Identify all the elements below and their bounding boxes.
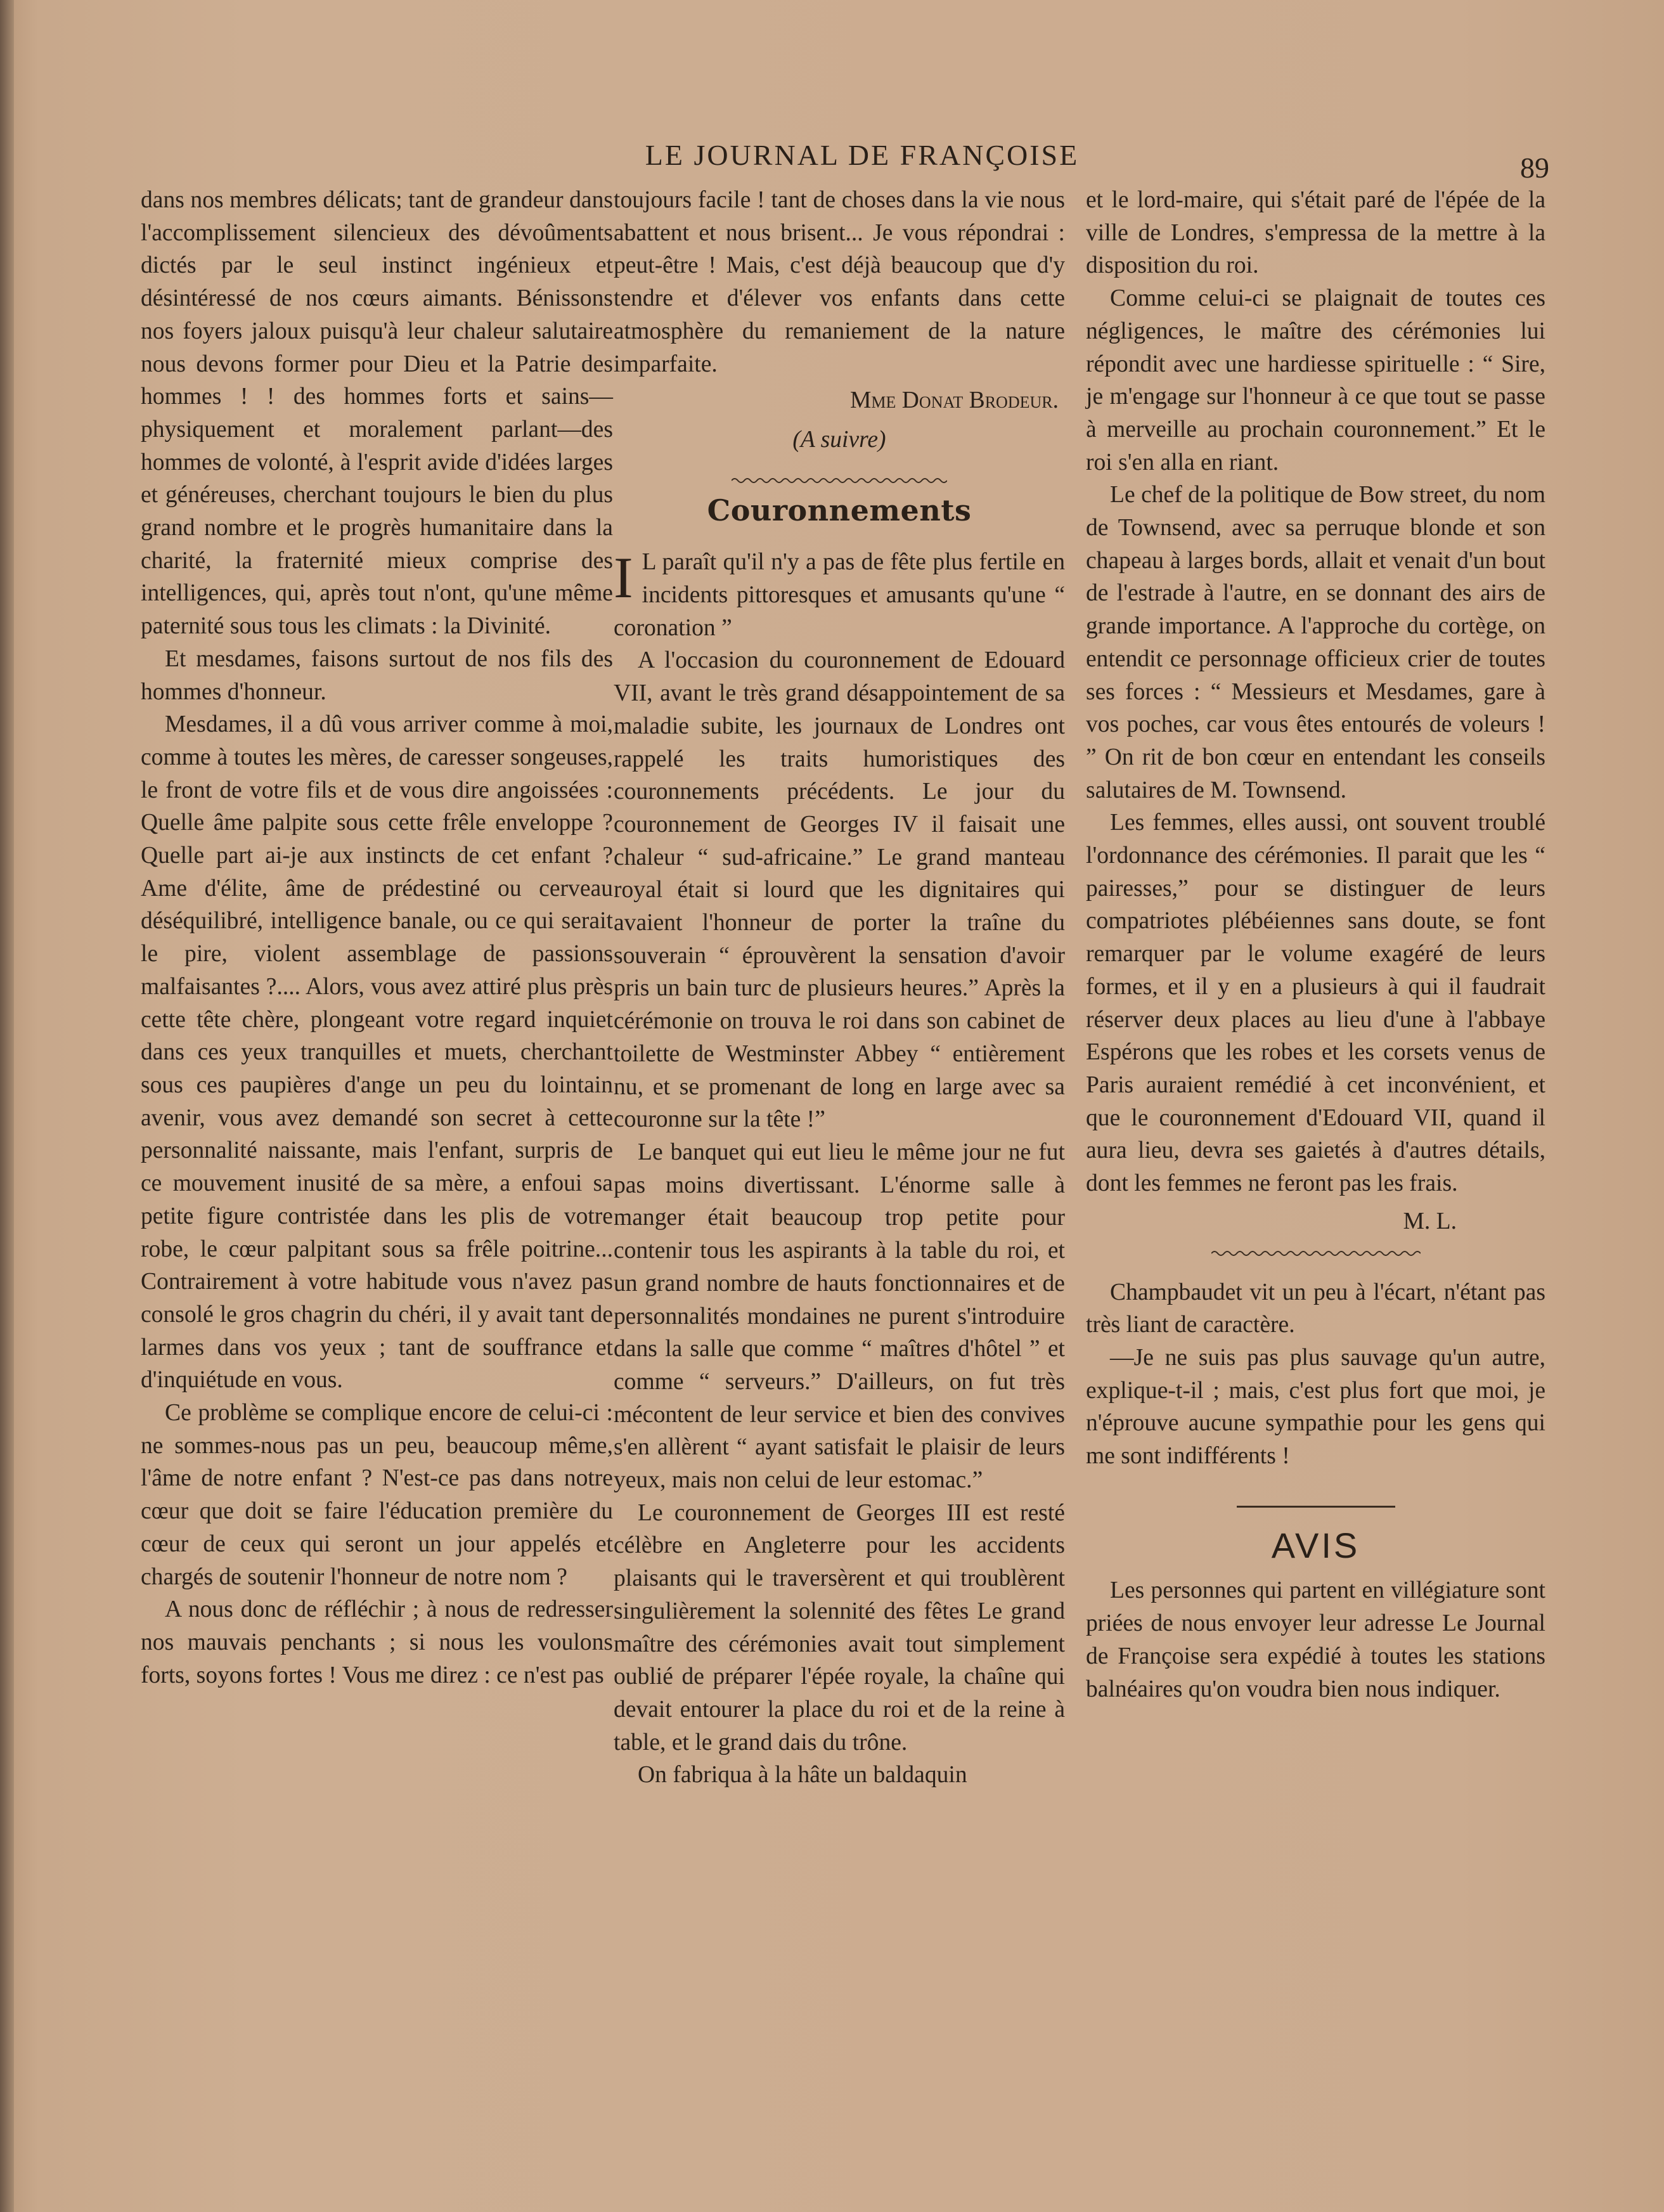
paragraph: A l'occasion du couronnement de Edouard VII, avant le très grand désappointement de sa maladie subite, les journaux de Londres ont rappelé les traits humoristiques des couronnements précédents. Le jour du couronnement de Georges IV il faisait une chaleur “ sud-africaine.” Le grand manteau royal était si lourd que les dignitaires qui avaient l'honneur de porter la traîne du souverain “ éprouvèrent la sensation d'avoir pris un bain turc de plusieurs heures.” Après la cérémonie on trouva le roi dans son cabinet de toilette de Westminster Abbey “ entièrement nu, et se promenant de long en large avec sa couronne sur la tête !” [614,647,1065,1133]
paragraph: toujours facile ! tant de choses dans la vie nous abattent et nous brisent... Je vous répondrai : peut-être ! Mais, c'est déjà beaucoup que d'y tendre et d'élever vos enfants dans cette atmosphère du remaniement de la nature imparfaite. [614,187,1065,377]
paragraph-text: L paraît qu'il n'y a pas de fête plus fertile en incidents pittoresques et amusants qu'une “ coronation ” [614,549,1065,641]
column-1 [141,184,613,1691]
paragraph: dans nos membres délicats; tant de grandeur dans l'accomplissement silencieux des dévoûments dictés par le seul instinct ingénieux et désintéressé de nos cœurs aimants. Bénissons nos foyers jaloux puisqu'à leur chaleur salutaire nous devons former pour Dieu et la Patrie des hommes ! ! des hommes forts et sains—physiquement et moralement parlant—des hommes de volonté, à l'esprit avide d'idées larges et généreuses, cherchant toujours le bien du plus grand nombre et le progrès humanitaire dans la charité, la fraternité mieux comprise des intelligences, qui, après tout n'ont, qu'une même paternité sous tous les climats : la Divinité. [141,187,613,640]
to-follow-note: (A suivre) [792,426,886,453]
paragraph: —Je ne suis pas plus sauvage qu'un autre, explique-t-il ; mais, c'est plus fort que moi, je n'éprouve aucune sympathie pour les gens qui me sont indifférents ! [1086,1344,1545,1470]
paragraph: et le lord-maire, qui s'était paré de l'épée de la ville de Londres, s'empressa de la mettre à la disposition du roi. [1086,187,1545,279]
paragraph: Les femmes, elles aussi, ont souvent troublé l'ordonnance des cérémonies. Il parait que les “ pairesses,” pour se distinguer de leurs compatriotes plébéiennes sans doute, se font remarquer par le volume exagéré de leurs formes, et il y en a plusieurs à qui il faudrait réserver deux places au lieu d'une à l'abbaye Espérons que les robes et les corsets venus de Paris auraient remédié à cet inconvénient, et que le couronnement d'Edouard VII, quand il aura lieu, devra ses gaietés à d'autres détails, dont les femmes ne feront pas les frais. [1086,810,1545,1197]
paragraph: Champbaudet vit un peu à l'écart, n'étant pas très liant de caractère. [1086,1279,1545,1338]
column-2 [614,184,1065,1792]
wavy-divider [1211,1247,1421,1260]
notice-title: AVIS [1271,1525,1360,1565]
binding-edge [0,0,14,2212]
section-title: Couronnements [707,493,972,527]
paragraph: Le chef de la politique de Bow street, du nom de Townsend, avec sa perruque blonde et son chapeau à larges bords, allait et venait d'un bout de l'estrade à l'autre, en se donnant des airs de grande importance. A l'approche du cortège, on entendit ce personnage officieux crier de toutes ses forces : “ Messieurs et Mesdames, gare à vos poches, car vous êtes entourés de voleurs ! ” On rit de bon cœur en entendant les conseils salutaires de M. Townsend. [1086,482,1545,803]
paragraph: Ce problème se complique encore de celui-ci : ne sommes-nous pas un peu, beaucoup même, l'âme de notre enfant ? N'est-ce pas dans notre cœur que doit se faire l'éducation première du cœur de ceux qui seront un jour appelés et chargés de soutenir l'honneur de notre nom ? [141,1400,613,1590]
paragraph: Le couronnement de Georges III est resté célèbre en Angleterre pour les accidents plaisants qui le traversèrent et qui troublèrent singulièrement la solennité des fêtes Le grand maître des cérémonies avait tout simplement oublié de préparer l'épée royale, la chaîne qui devait entourer la place du roi et de la reine à table, et le grand dais du trône. [614,1499,1065,1756]
notice-paragraph: Les personnes qui partent en villégiature sont priées de nous envoyer leur adresse Le Journal de Françoise sera expédié à toutes les stations balnéaires qu'on voudra bien nous indiquer. [1086,1577,1545,1702]
wavy-divider [732,474,947,487]
horizontal-rule [1237,1506,1395,1508]
author-initials: M. L. [1403,1208,1457,1234]
paragraph [614,546,1065,644]
column-3 [1086,184,1545,1705]
page-number: 89 [1520,152,1549,184]
paragraph: Et mesdames, faisons surtout de nos fils des hommes d'honneur. [141,645,613,705]
drop-cap: I [614,545,633,611]
paragraph: Comme celui-ci se plaignait de toutes ces négligences, le maître des cérémonies lui répondit avec une hardiesse spirituelle : “ Sire, je m'engage sur l'honneur à ce que tout se passe à merveille au prochain couronnement.” Et le roi s'en alla en riant. [1086,285,1545,475]
paragraph: On fabriqua à la hâte un baldaquin [638,1762,967,1788]
paragraph: Mesdames, il a dû vous arriver comme à moi, comme à toutes les mères, de caresser songeuses, le front de votre fils et de vous dire angoissées : Quelle âme palpite sous cette frêle enveloppe ? Quelle part ai-je aux instincts de cet enfant ? Ame d'élite, âme de prédestiné ou cerveau déséquilibré, intelligence banale, ou ce qui serait le pire, violent assemblage de passions malfaisantes ?.... Alors, vous avez attiré plus près cette tête chère, plongeant votre regard inquiet dans ces yeux tranquilles et muets, cherchant sous ces paupières d'ange un peu du lointain avenir, vous avez demandé son secret à cette personnalité naissante, mais l'enfant, surpris de ce mouvement inusité de sa mère, a enfoui sa petite figure contristée dans les plis de votre robe, le cœur palpitant sous sa frêle poitrine... Contrairement à votre habitude vous n'avez pas consolé le gros chagrin du chéri, il y avait tant de larmes dans vos yeux ; tant de souffrance et d'inquiétude en vous. [141,711,613,1394]
paragraph: A nous donc de réfléchir ; à nous de redresser nos mauvais penchants ; si nous les voulons forts, soyons fortes ! Vous me direz : ce n'est pas [141,1596,613,1688]
paragraph: Le banquet qui eut lieu le même jour ne fut pas moins divertissant. L'énorme salle à manger était beaucoup trop petite pour contenir tous les aspirants à la table du roi, et un grand nombre de hauts fonctionnaires et de personnalités mondaines ne purent s'introduire dans la salle que comme “ maîtres d'hôtel ” et comme “ serveurs.” D'ailleurs, on fut très mécontent de leur service et bien des convives s'en allèrent “ ayant satisfait le plaisir de leurs yeux, mais non celui de leur estomac.” [614,1139,1065,1494]
author-signature: Mme Donat Brodeur. [849,387,1059,414]
journal-header-title: LE JOURNAL DE FRANÇOISE [645,139,1080,171]
